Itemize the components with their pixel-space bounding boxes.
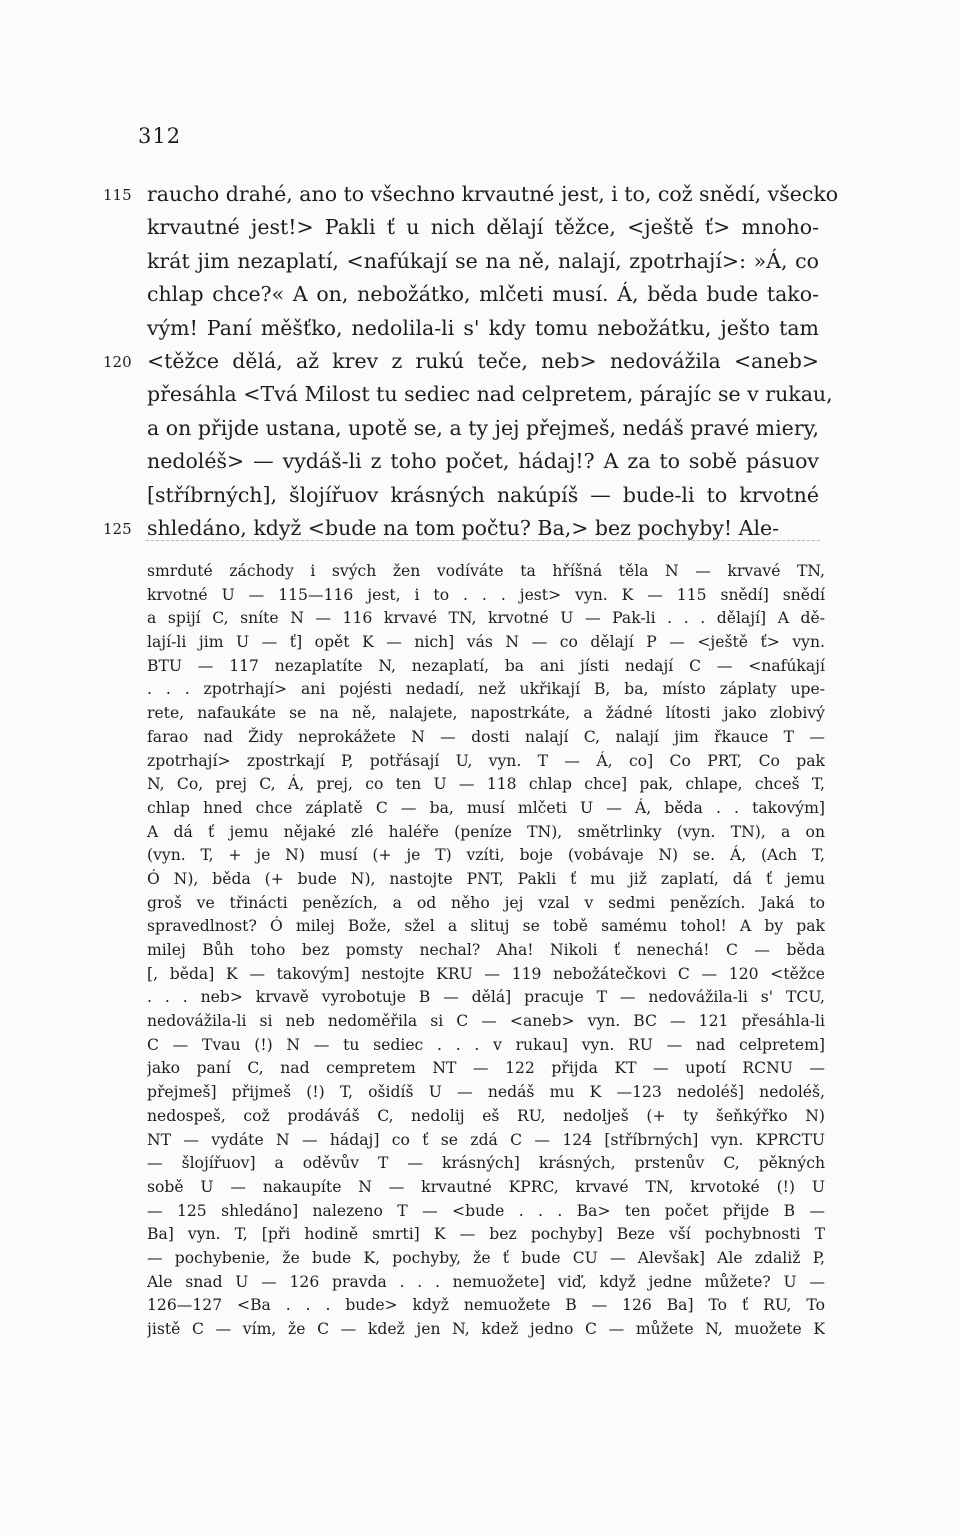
note-line: C — Tvau (!) N — tu sediec . . . v rukau] vyn. RU — nad celpretem] [147,1035,825,1054]
line-text: krvautné jest!> Pakli ť u nich dělají těžce, <ještě ť> mnoho- [147,215,819,240]
note-line: chlap hned chce záplatě C — ba, musí mlčeti U — Á, běda . . takovým] [147,798,825,817]
separator-rule [146,540,820,541]
note-line: krvotné U — 115—116 jest, i to . . . jest> vyn. K — 115 snědí] snědí [147,585,825,604]
line-text: shledáno, když <bude na tom počtu? Ba,> bez pochyby! Ale- [147,515,780,540]
note-line: rete, nafaukáte se na ně, nalajete, napostrkáte, a žádné lítosti jako zlobivý [147,704,825,723]
text-line [0,378,960,411]
note-line: — pochybenie, že bude K, pochyby, že ť bude CU — Alevšak] Ale zdaliž P, [147,1248,825,1267]
line-text: <těžce dělá, až krev z rukú teče, neb> nedovážila <aneb> [147,348,819,373]
note-line: . . . zpotrhají> ani pojésti nedadí, než ukřikají B, ba, místo záplaty upe- [147,680,825,699]
line-text: vým! Paní měšťko, nedolila-li s' kdy tomu nebožátku, ješto tam [147,315,819,340]
note-line: groš ve třinácti penězích, a od něho jej vzal v sedmi penězích. Jaká to [147,893,825,912]
note-line: nedovážila-li si neb nedoměřila si C — <aneb> vyn. BC — 121 přesáhla-li [147,1012,825,1031]
text-line [0,278,960,311]
note-line: přejmeš] přijmeš (!) T, ošidíš U — nedáš mu K —123 nedoléš] nedoléš, [147,1083,825,1102]
note-line: nedospeš, což prodáváš C, nedolij eš RU, nedolješ (+ ty šeňkýřko N) [147,1106,825,1125]
line-number: 120 [103,352,132,371]
note-line: sobě U — nakaupíte N — krvautné KPRC, krvavé TN, krvotoké (!) U [147,1177,825,1196]
line-number: 125 [103,519,132,538]
note-line: 126—127 <Ba . . . bude> když nemuožete B — 126 Ba] To ť RU, To [147,1296,825,1315]
note-line: A dá ť jemu nějaké zlé haléře (peníze TN), smětrlinky (vyn. TN), a on [147,822,825,841]
note-line: — 125 shledáno] nalezeno T — <bude . . . Ba> ten počet přijde B — [147,1201,825,1220]
note-line: Ale snad U — 126 pravda . . . nemuožete] viď, když jedne můžete? U — [147,1272,825,1291]
line-text: krát jim nezaplatí, <nafúkají se na ně, nalají, zpotrhají>: »Á, co [147,248,819,273]
note-line: jistě C — vím, že C — kdež jen N, kdež jedno C — můžete N, muožete K [147,1320,825,1338]
text-line [0,445,960,478]
note-line: NT — vydáte N — hádaj] co ť se zdá C — 124 [stříbrných] vyn. KPRCTU [147,1130,825,1149]
note-line: a spijí C, sníte N — 116 krvavé TN, krvotné U — Pak-li . . . dělají] A dě- [147,609,825,628]
note-line: smrduté záchody i svých žen vodíváte ta hříšná těla N — krvavé TN, [147,562,825,580]
note-line: jako paní C, nad cempretem NT — 122 přijda KT — upotí RCNU — [147,1059,825,1078]
note-line: Ba] vyn. T, [při hodině smrti] K — bez pochyby] Beze vší pochybnosti T [147,1225,825,1244]
note-line: milej Bůh toho bez pomsty nechal? Aha! Nikoli ť nenechá! C — běda [147,941,825,959]
text-line [0,245,960,278]
note-line: — šlojířuov] a oděvův T — krásných] krásných, prstenův C, pěkných [147,1154,825,1173]
note-line: farao nad Židy neprokážete N — dosti nalají C, nalají jim řkauce T — [147,727,825,746]
text-line [0,312,960,345]
note-line: spravedlnost? Ó milej Bože, sžel a slituj se tobě samému tohol! A by pak [147,917,825,936]
line-text: a on přijde ustana, upotě se, a ty jej přejmeš, nedáš pravé miery, [147,415,819,440]
page-number: 312 [138,124,182,148]
note-line: [, běda] K — takovým] nestojte KRU — 119 nebožátečkovi C — 120 <těžce [147,964,825,983]
line-text: raucho drahé, ano to všechno krvautné jest, i to, což snědí, všecko [147,182,839,206]
line-text: přesáhla <Tvá Milost tu sediec nad celpretem, párajíc se v rukau, [147,382,833,407]
text-line [0,479,960,512]
critical-apparatus [147,560,825,1342]
line-text: chlap chce?« A on, nebožátko, mlčeti musí. Á, běda bude tako- [147,282,819,307]
note-line: Ó N), běda (+ bude N), nastojte PNT, Pakli ť mu již zaplatí, dá ť jemu [147,869,825,888]
note-line: BTU — 117 nezaplatíte N, nezaplatí, ba ani jísti nedají C — <nafúkají [147,656,825,675]
line-number: 115 [103,186,132,204]
note-line: (vyn. T, + je N) musí (+ je T) vzíti, boje (vobávaje N) se. Á, (Ach T, [147,846,825,865]
line-text: nedoléš> — vydáš-li z toho počet, hádaj!? A za to sobě pásuov [147,449,819,474]
text-line [0,345,960,378]
note-line: zpotrhají> zpostrkají P, potřásají U, vyn. T — Á, co] Co PRT, Co pak [147,751,825,770]
note-line: lají-li jim U — ť] opět K — nich] vás N — co dělají P — <ještě ť> vyn. [147,633,825,652]
note-line: . . . neb> krvavě vyrobotuje B — dělá] pracuje T — nedovážila-li s' TCU, [147,988,825,1007]
text-line [0,412,960,445]
main-text [0,178,960,545]
text-line [0,211,960,244]
line-text: [stříbrných], šlojířuov krásných nakúpíš — bude-li to krvotné [147,482,819,507]
note-line: N, Co, prej C, Á, prej, co ten U — 118 chlap chce] pak, chlape, chceš T, [147,775,825,794]
text-line [0,178,960,211]
